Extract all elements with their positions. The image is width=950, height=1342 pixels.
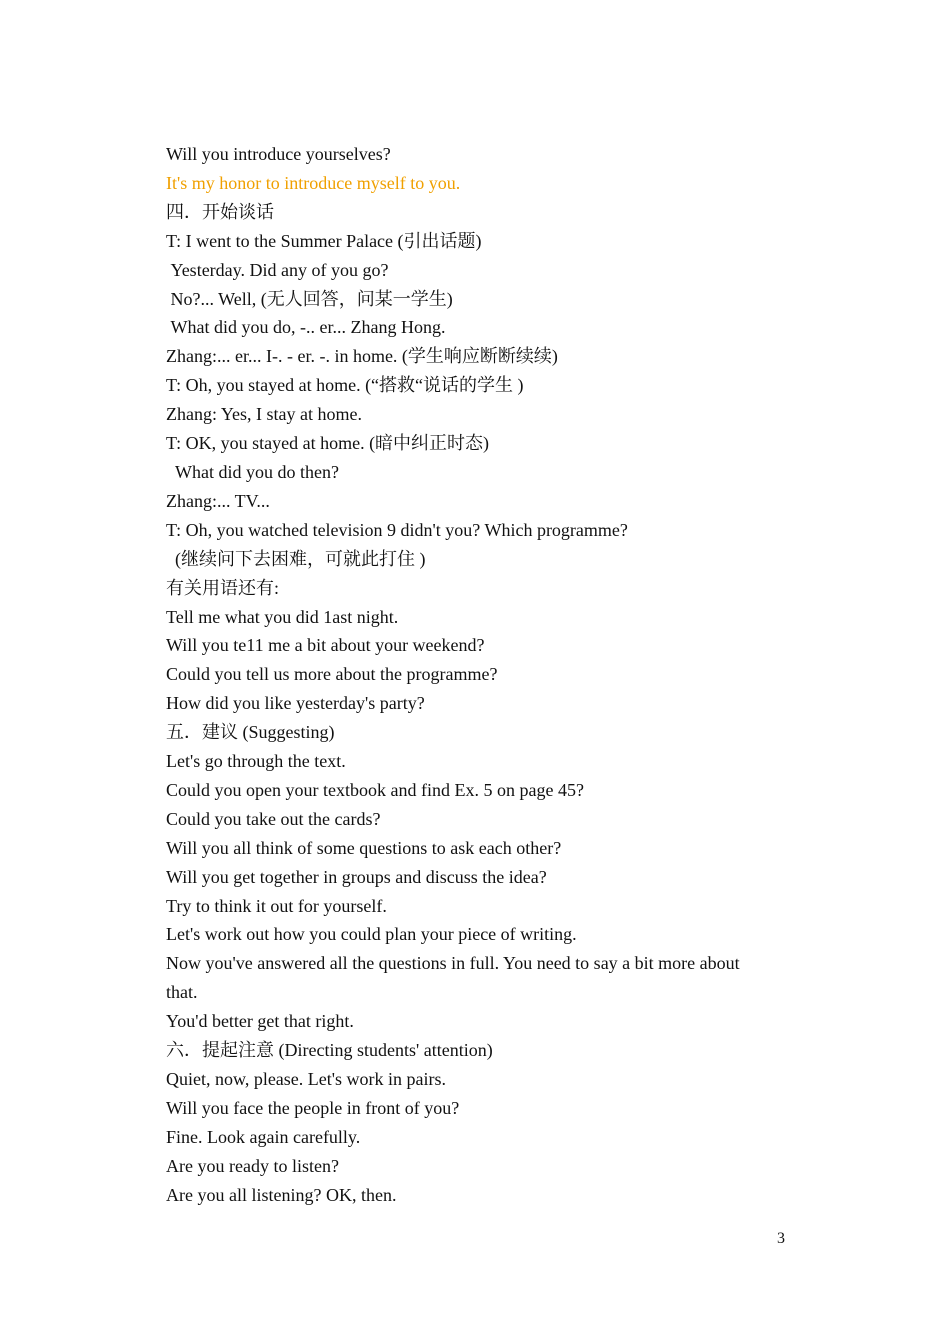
text-line: 六．提起注意 (Directing students' attention)	[166, 1040, 493, 1061]
text-line: Tell me what you did 1ast night.	[166, 606, 399, 627]
text-line: Try to think it out for yourself.	[166, 895, 387, 916]
text-line: Are you ready to listen?	[166, 1155, 339, 1176]
text-line: T: Oh, you watched television 9 didn't you? Which programme?	[166, 519, 628, 540]
text-line: Zhang:... er... I-. - er. -. in home. (学生响应断断续续)	[166, 346, 558, 367]
text-line: T: I went to the Summer Palace (引出话题)	[166, 230, 482, 251]
text-line: Will you face the people in front of you?	[166, 1097, 460, 1118]
text-line: T: Oh, you stayed at home. (“搭救“说话的学生 )	[166, 375, 524, 396]
text-line: Could you tell us more about the programme?	[166, 664, 498, 685]
text-line: (继续问下去困难，可就此打住 )	[166, 548, 426, 569]
text-line: Could you open your textbook and find Ex. 5 on page 45?	[166, 779, 584, 800]
text-line: Fine. Look again carefully.	[166, 1126, 361, 1147]
text-line: Zhang: Yes, I stay at home.	[166, 404, 362, 425]
text-line: What did you do then?	[166, 461, 339, 482]
text-line: What did you do, -.. er... Zhang Hong.	[166, 317, 446, 338]
text-line: Now you've answered all the questions in full. You need to say a bit more about	[166, 953, 740, 974]
text-line: Quiet, now, please. Let's work in pairs.	[166, 1069, 447, 1089]
text-line: Let's work out how you could plan your piece of writing.	[166, 924, 577, 945]
text-line: Are you all listening? OK, then.	[166, 1184, 397, 1205]
text-line: Could you take out the cards?	[166, 808, 381, 829]
text-line: You'd better get that right.	[166, 1011, 354, 1032]
text-line: T: OK, you stayed at home. (暗中纠正时态)	[166, 433, 490, 454]
text-line: that.	[166, 982, 198, 1003]
page-number: 3	[777, 1230, 785, 1247]
document-body	[166, 140, 791, 1210]
text-line: How did you like yesterday's party?	[166, 693, 425, 714]
text-line: Will you all think of some questions to ask each other?	[166, 837, 562, 858]
text-line: Will you get together in groups and discuss the idea?	[166, 866, 547, 887]
text-line: 四．开始谈话	[166, 201, 274, 222]
text-line: Yesterday. Did any of you go?	[166, 259, 389, 280]
text-line: 五．建议 (Suggesting)	[166, 722, 335, 743]
text-line: Zhang:... TV...	[166, 490, 270, 511]
text-line: Will you introduce yourselves?	[166, 144, 391, 164]
text-line: Let's go through the text.	[166, 751, 346, 772]
text-line: Will you te11 me a bit about your weekend?	[166, 635, 485, 656]
text-line: 有关用语还有:	[166, 577, 280, 598]
text-line: No?... Well, (无人回答，问某一学生)	[166, 288, 453, 309]
highlighted-text-line: It's my honor to introduce myself to you.	[166, 172, 461, 193]
